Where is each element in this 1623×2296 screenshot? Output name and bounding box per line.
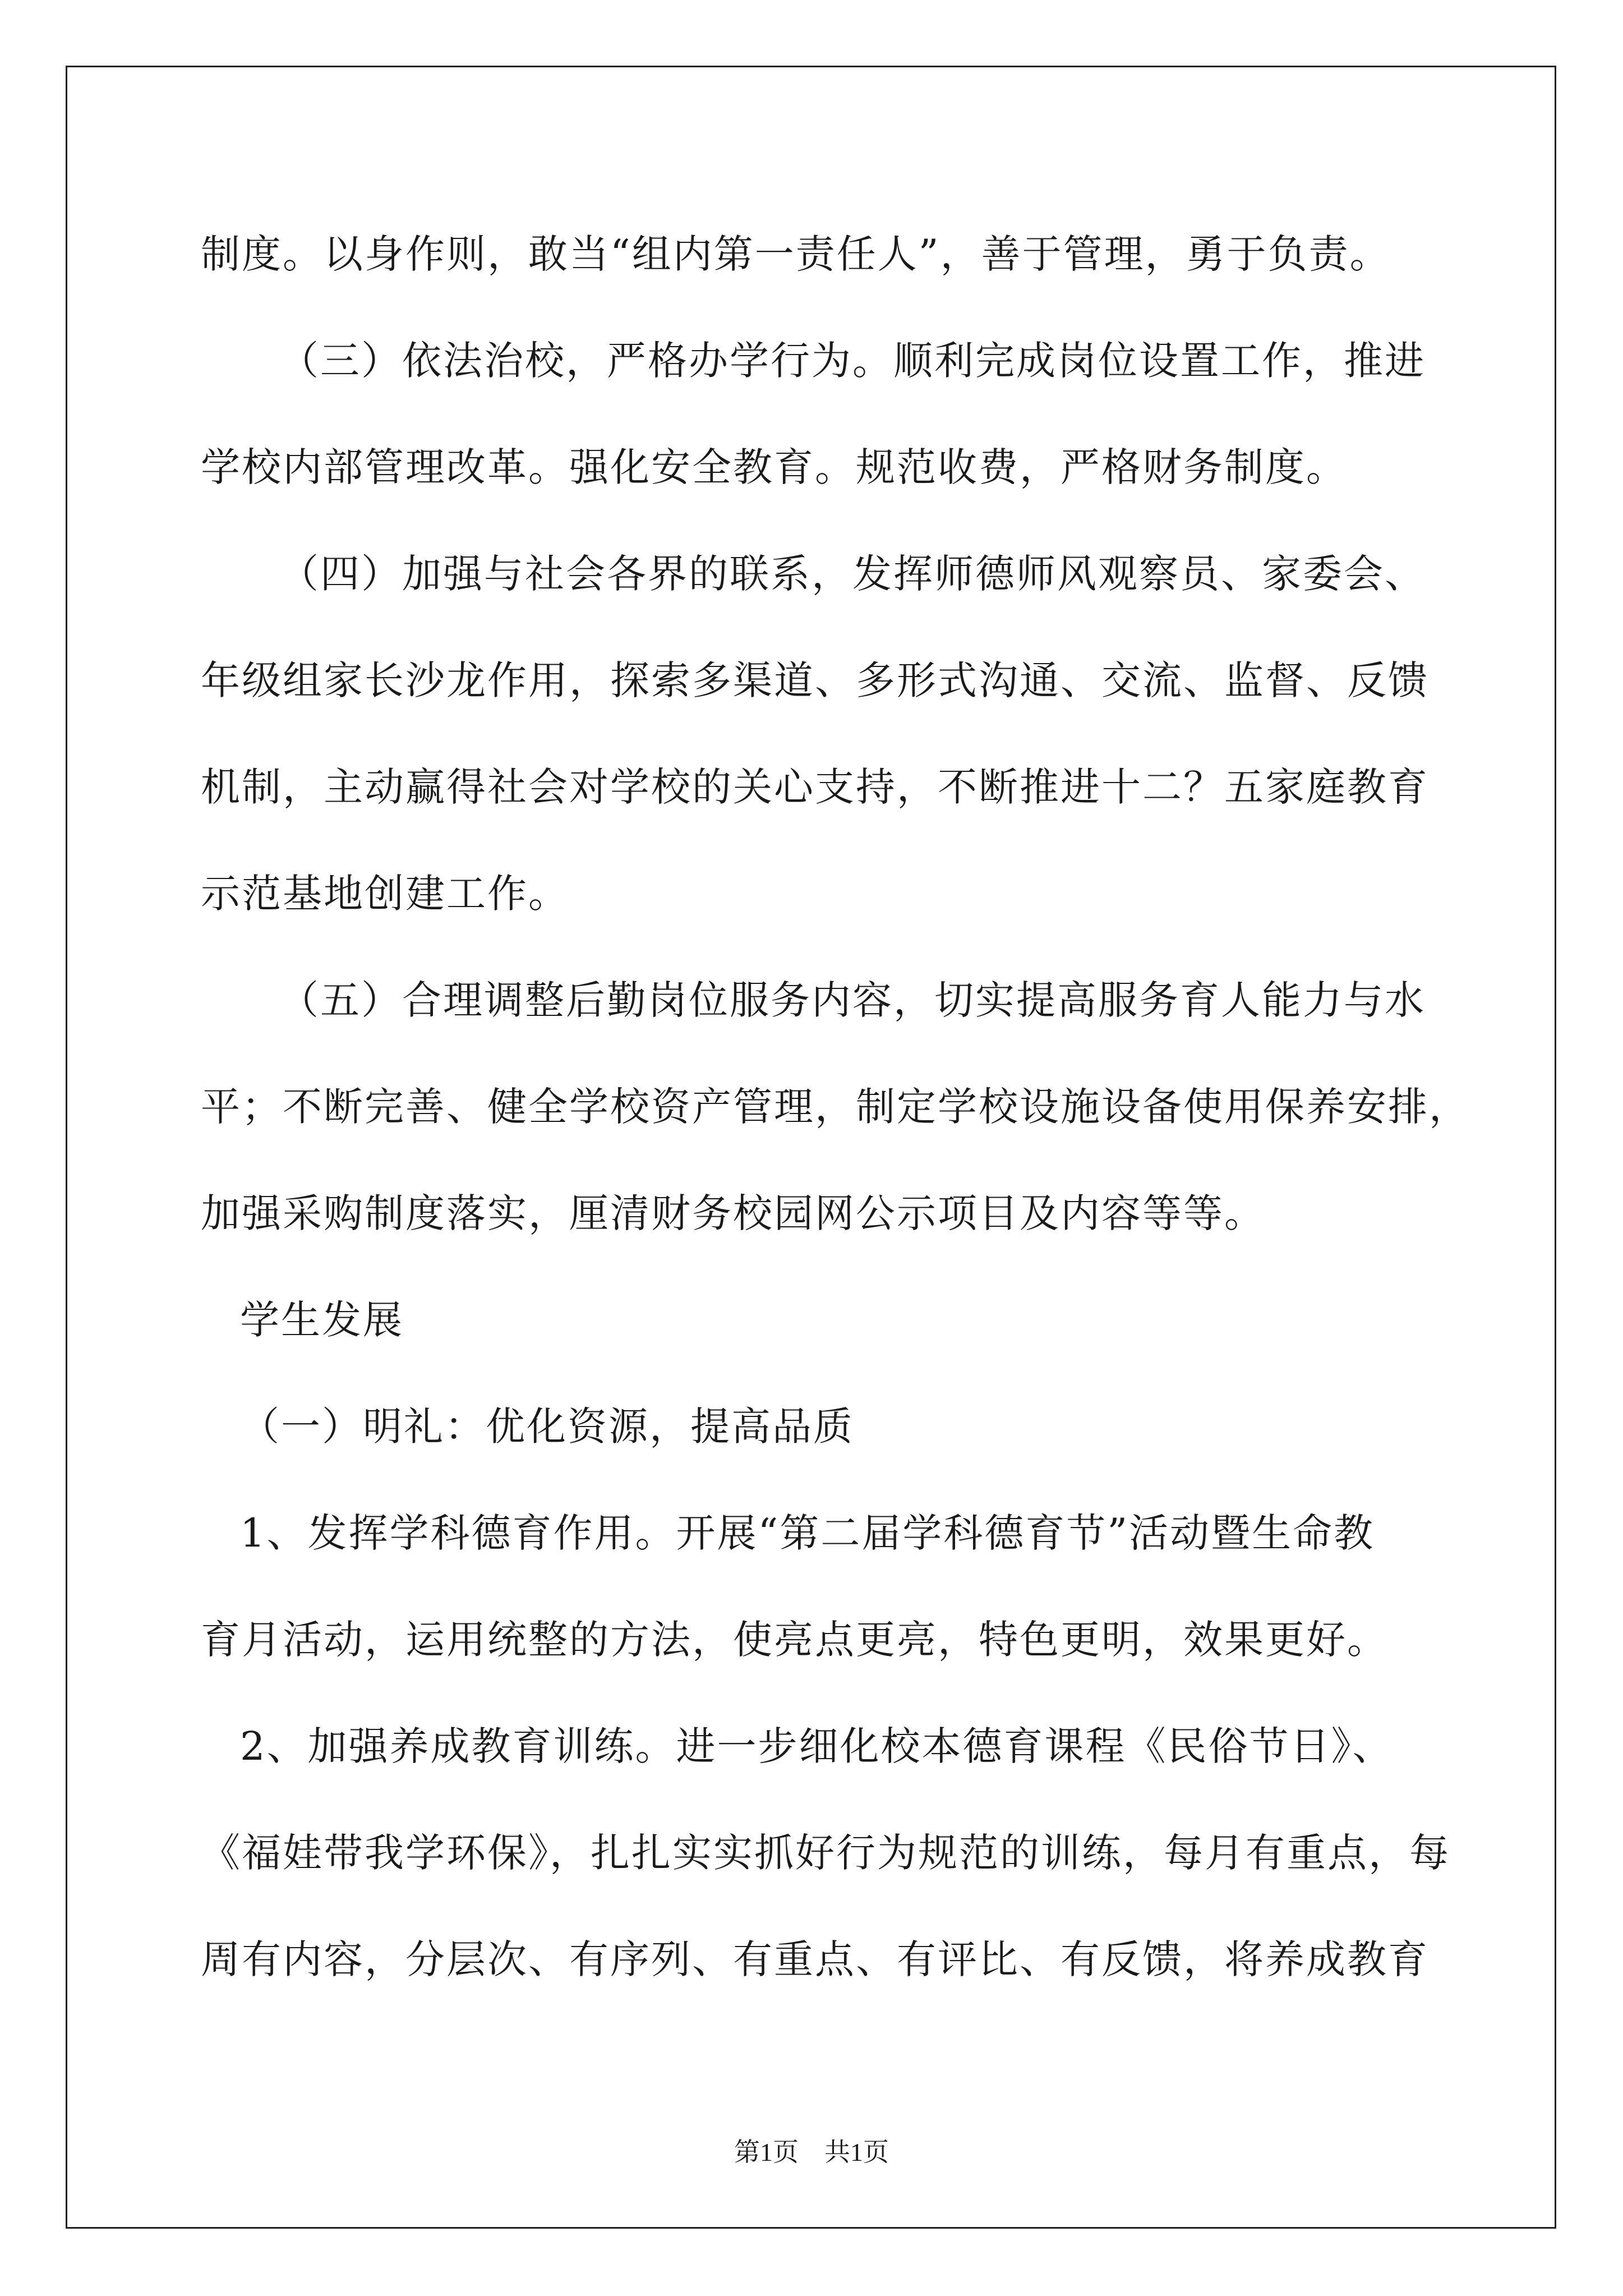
paragraph-line: 制度。以身作则，敢当“组内第一责任人”，善于管理，勇于负责。 [201, 231, 1391, 277]
paragraph-line: 《福娃带我学环保》，扎扎实实抓好行为规范的训练，每月有重点，每 [201, 1830, 1450, 1876]
paragraph-line: （四）加强与社会各界的联系，发挥师德师风观察员、家委会、 [279, 551, 1426, 597]
paragraph-line: 2、加强养成教育训练。进一步细化校本德育课程《民俗节日》、 [240, 1723, 1394, 1769]
paragraph-line: 平；不断完善、健全学校资产管理，制定学校设施设备使用保养安排， [201, 1084, 1470, 1130]
paragraph-line: 加强采购制度落实，厘清财务校园网公示项目及内容等等。 [201, 1190, 1265, 1236]
paragraph-line: 机制，主动赢得社会对学校的关心支持，不断推进十二？五家庭教育 [201, 764, 1429, 810]
paragraph-line: 示范基地创建工作。 [201, 871, 569, 917]
page-footer: 第1页 共1页 [734, 2138, 889, 2166]
paragraph-line: 学校内部管理改革。强化安全教育。规范收费，严格财务制度。 [201, 444, 1347, 490]
paragraph-line: （三）依法治校，严格办学行为。顺利完成岗位设置工作，推进 [279, 338, 1426, 384]
paragraph-line: 周有内容，分层次、有序列、有重点、有评比、有反馈，将养成教育 [201, 1936, 1429, 1982]
paragraph-line: （五）合理调整后勤岗位服务内容，切实提高服务育人能力与水 [279, 977, 1426, 1023]
section-heading: 学生发展 [240, 1297, 404, 1343]
paragraph-line: 育月活动，运用统整的方法，使亮点更亮，特色更明，效果更好。 [201, 1617, 1388, 1663]
paragraph-line: 年级组家长沙龙作用，探索多渠道、多形式沟通、交流、监督、反馈 [201, 657, 1429, 703]
document-body [201, 212, 1470, 2024]
subsection-heading: （一）明礼：优化资源，提高品质 [240, 1404, 854, 1450]
paragraph-line: 1、发挥学科德育作用。开展“第二届学科德育节”活动暨生命教 [240, 1510, 1375, 1556]
